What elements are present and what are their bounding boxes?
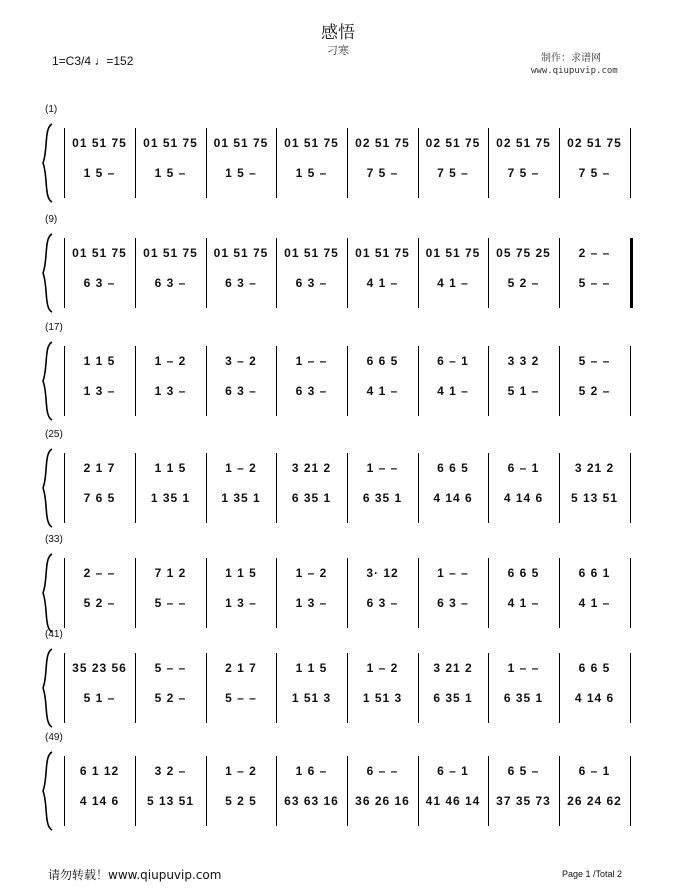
measure-number: (25) [45, 429, 63, 440]
upper-measure: 3 21 2 [291, 461, 332, 475]
score-system [0, 534, 676, 650]
lower-measure: 1 3 – [225, 596, 257, 610]
upper-measure: 3 21 2 [433, 661, 473, 675]
lower-measure: 4 1 – [437, 384, 469, 398]
bar-line [630, 238, 633, 308]
lower-measure: 4 1 – [366, 384, 399, 398]
lower-measure: 5 2 – [154, 691, 187, 705]
lower-measure: 5 2 – [83, 596, 116, 610]
upper-staff [64, 242, 630, 264]
upper-staff [64, 132, 630, 154]
score-system [0, 732, 676, 848]
lower-measure: 6 3 – [83, 276, 116, 290]
lower-measure: 5 – – [578, 276, 611, 290]
lower-measure: 1 35 1 [221, 491, 261, 505]
upper-measure: 01 51 75 [213, 246, 269, 260]
lower-staff [64, 380, 630, 402]
copyright-notice: 请勿转载！www.qiupuvip.com [48, 868, 222, 882]
upper-measure: 1 – 2 [225, 764, 257, 778]
lower-measure: 5 1 – [83, 691, 116, 705]
lower-staff [64, 790, 630, 812]
upper-staff [64, 657, 630, 679]
upper-measure: 02 51 75 [355, 136, 410, 150]
upper-measure: 6 1 12 [79, 764, 120, 778]
upper-measure: 6 5 – [507, 764, 540, 778]
upper-measure: 1 1 5 [83, 354, 116, 368]
lower-measure: 6 35 1 [433, 691, 473, 705]
upper-measure: 1 – 2 [225, 461, 257, 475]
lower-measure: 6 3 – [437, 596, 469, 610]
measure-number: (17) [45, 322, 63, 333]
lower-measure: 1 5 – [154, 166, 187, 180]
measure-number: (33) [45, 534, 63, 545]
upper-measure: 6 – 1 [437, 354, 469, 368]
lower-measure: 41 46 14 [425, 794, 481, 808]
upper-measure: 01 51 75 [425, 246, 481, 260]
lower-measure: 6 35 1 [362, 491, 403, 505]
upper-measure: 3 3 2 [507, 354, 540, 368]
bar-line [630, 653, 631, 723]
upper-measure: 6 6 5 [507, 566, 540, 580]
lower-measure: 6 3 – [225, 276, 257, 290]
lower-measure: 6 3 – [295, 384, 328, 398]
upper-measure: 1 – – [507, 661, 540, 675]
lower-measure: 5 2 5 [225, 794, 257, 808]
lower-measure: 7 5 – [437, 166, 469, 180]
upper-measure: 1 – 2 [366, 661, 399, 675]
upper-measure: 1 – 2 [154, 354, 187, 368]
grand-staff-brace [40, 645, 54, 731]
lower-measure: 37 35 73 [496, 794, 551, 808]
upper-measure: 3 21 2 [574, 461, 615, 475]
lower-measure: 5 13 51 [570, 491, 619, 505]
score-system [0, 629, 676, 745]
grand-staff-brace [40, 120, 54, 206]
upper-measure: 1 1 5 [154, 461, 187, 475]
lower-measure: 4 1 – [437, 276, 469, 290]
lower-measure: 6 3 – [225, 384, 257, 398]
measure-number: (41) [45, 629, 63, 640]
upper-measure: 2 – – [578, 246, 611, 260]
page-number: Page 1 /Total 2 [562, 869, 623, 879]
upper-measure: 6 – 1 [437, 764, 469, 778]
lower-staff [64, 592, 630, 614]
score-title: 感悟 [321, 23, 355, 43]
upper-measure: 1 6 – [295, 764, 328, 778]
lower-measure: 6 35 1 [291, 491, 332, 505]
bar-line [630, 453, 631, 523]
upper-measure: 01 51 75 [143, 246, 198, 260]
upper-measure: 01 51 75 [213, 136, 269, 150]
upper-measure: 3 2 – [154, 764, 187, 778]
composer: 刁寒 [327, 44, 349, 57]
lower-measure: 1 3 – [83, 384, 116, 398]
lower-measure: 4 14 6 [79, 794, 120, 808]
lower-measure: 4 1 – [507, 596, 540, 610]
lower-measure: 4 1 – [578, 596, 611, 610]
upper-measure: 5 – – [154, 661, 187, 675]
maker-credit: 制作：求谱网 [541, 53, 601, 64]
upper-measure: 01 51 75 [284, 136, 339, 150]
upper-measure: 05 75 25 [496, 246, 551, 260]
upper-measure: 1 – – [366, 461, 399, 475]
upper-measure: 35 23 56 [72, 661, 127, 675]
lower-measure: 4 14 6 [433, 491, 473, 505]
lower-measure: 1 51 3 [291, 691, 332, 705]
upper-measure: 02 51 75 [496, 136, 551, 150]
lower-measure: 63 63 16 [284, 794, 339, 808]
upper-measure: 6 6 5 [437, 461, 469, 475]
upper-staff [64, 760, 630, 782]
upper-staff [64, 350, 630, 372]
upper-measure: 01 51 75 [72, 246, 127, 260]
measure-number: (9) [45, 214, 58, 225]
measure-number: (49) [45, 732, 63, 743]
upper-measure: 1 – – [295, 354, 328, 368]
lower-measure: 1 5 – [225, 166, 257, 180]
lower-staff [64, 487, 630, 509]
lower-measure: 5 – – [225, 691, 257, 705]
bar-line [630, 756, 631, 826]
upper-measure: 6 – 1 [578, 764, 611, 778]
upper-measure: 6 6 1 [578, 566, 611, 580]
lower-staff [64, 162, 630, 184]
lower-measure: 1 3 – [295, 596, 328, 610]
score-system [0, 429, 676, 545]
upper-staff [64, 562, 630, 584]
lower-measure: 5 2 – [507, 276, 540, 290]
upper-measure: 3· 12 [366, 566, 399, 580]
upper-measure: 1 1 5 [295, 661, 328, 675]
upper-measure: 01 51 75 [143, 136, 198, 150]
grand-staff-brace [40, 445, 54, 531]
lower-staff [64, 687, 630, 709]
lower-measure: 1 35 1 [150, 491, 191, 505]
lower-measure: 7 6 5 [83, 491, 116, 505]
score-system [0, 214, 676, 330]
upper-measure: 2 – – [83, 566, 116, 580]
grand-staff-brace [40, 550, 54, 636]
upper-measure: 1 1 5 [225, 566, 257, 580]
lower-measure: 7 5 – [578, 166, 611, 180]
lower-measure: 7 5 – [366, 166, 399, 180]
lower-measure: 5 1 – [507, 384, 540, 398]
measure-number: (1) [45, 104, 58, 115]
bar-line [630, 346, 631, 416]
lower-measure: 5 13 51 [146, 794, 195, 808]
lower-measure: 36 26 16 [355, 794, 410, 808]
bar-line [630, 128, 631, 198]
upper-measure: 1 – 2 [295, 566, 328, 580]
upper-measure: 2 1 7 [83, 461, 116, 475]
upper-measure: 5 – – [578, 354, 611, 368]
lower-measure: 5 2 – [578, 384, 611, 398]
upper-measure: 6 – – [366, 764, 399, 778]
upper-measure: 7 1 2 [154, 566, 187, 580]
lower-measure: 4 14 6 [574, 691, 615, 705]
grand-staff-brace [40, 748, 54, 834]
score-system [0, 322, 676, 438]
lower-measure: 6 3 – [154, 276, 187, 290]
upper-measure: 6 6 5 [366, 354, 399, 368]
bar-line [630, 558, 631, 628]
lower-measure: 6 35 1 [503, 691, 544, 705]
upper-measure: 01 51 75 [355, 246, 410, 260]
lower-measure: 1 5 – [295, 166, 328, 180]
lower-measure: 26 24 62 [567, 794, 622, 808]
upper-measure: 1 – – [437, 566, 469, 580]
lower-measure: 4 1 – [366, 276, 399, 290]
upper-measure: 2 1 7 [225, 661, 257, 675]
upper-measure: 02 51 75 [567, 136, 622, 150]
lower-measure: 1 51 3 [362, 691, 403, 705]
upper-measure: 6 – 1 [507, 461, 540, 475]
lower-staff [64, 272, 630, 294]
website-url: www.qiupuvip.com [531, 66, 618, 76]
grand-staff-brace [40, 338, 54, 424]
lower-measure: 6 3 – [366, 596, 399, 610]
lower-measure: 5 – – [154, 596, 187, 610]
upper-measure: 01 51 75 [72, 136, 127, 150]
upper-measure: 6 6 5 [578, 661, 611, 675]
upper-staff [64, 457, 630, 479]
lower-measure: 1 3 – [154, 384, 187, 398]
key-tempo: 1=C3/4 ♩=152 [52, 54, 134, 68]
score-system [0, 104, 676, 220]
lower-measure: 4 14 6 [503, 491, 544, 505]
lower-measure: 6 3 – [295, 276, 328, 290]
upper-measure: 3 – 2 [225, 354, 257, 368]
lower-measure: 1 5 – [83, 166, 116, 180]
upper-measure: 01 51 75 [284, 246, 339, 260]
upper-measure: 02 51 75 [425, 136, 481, 150]
grand-staff-brace [40, 230, 54, 316]
lower-measure: 7 5 – [507, 166, 540, 180]
